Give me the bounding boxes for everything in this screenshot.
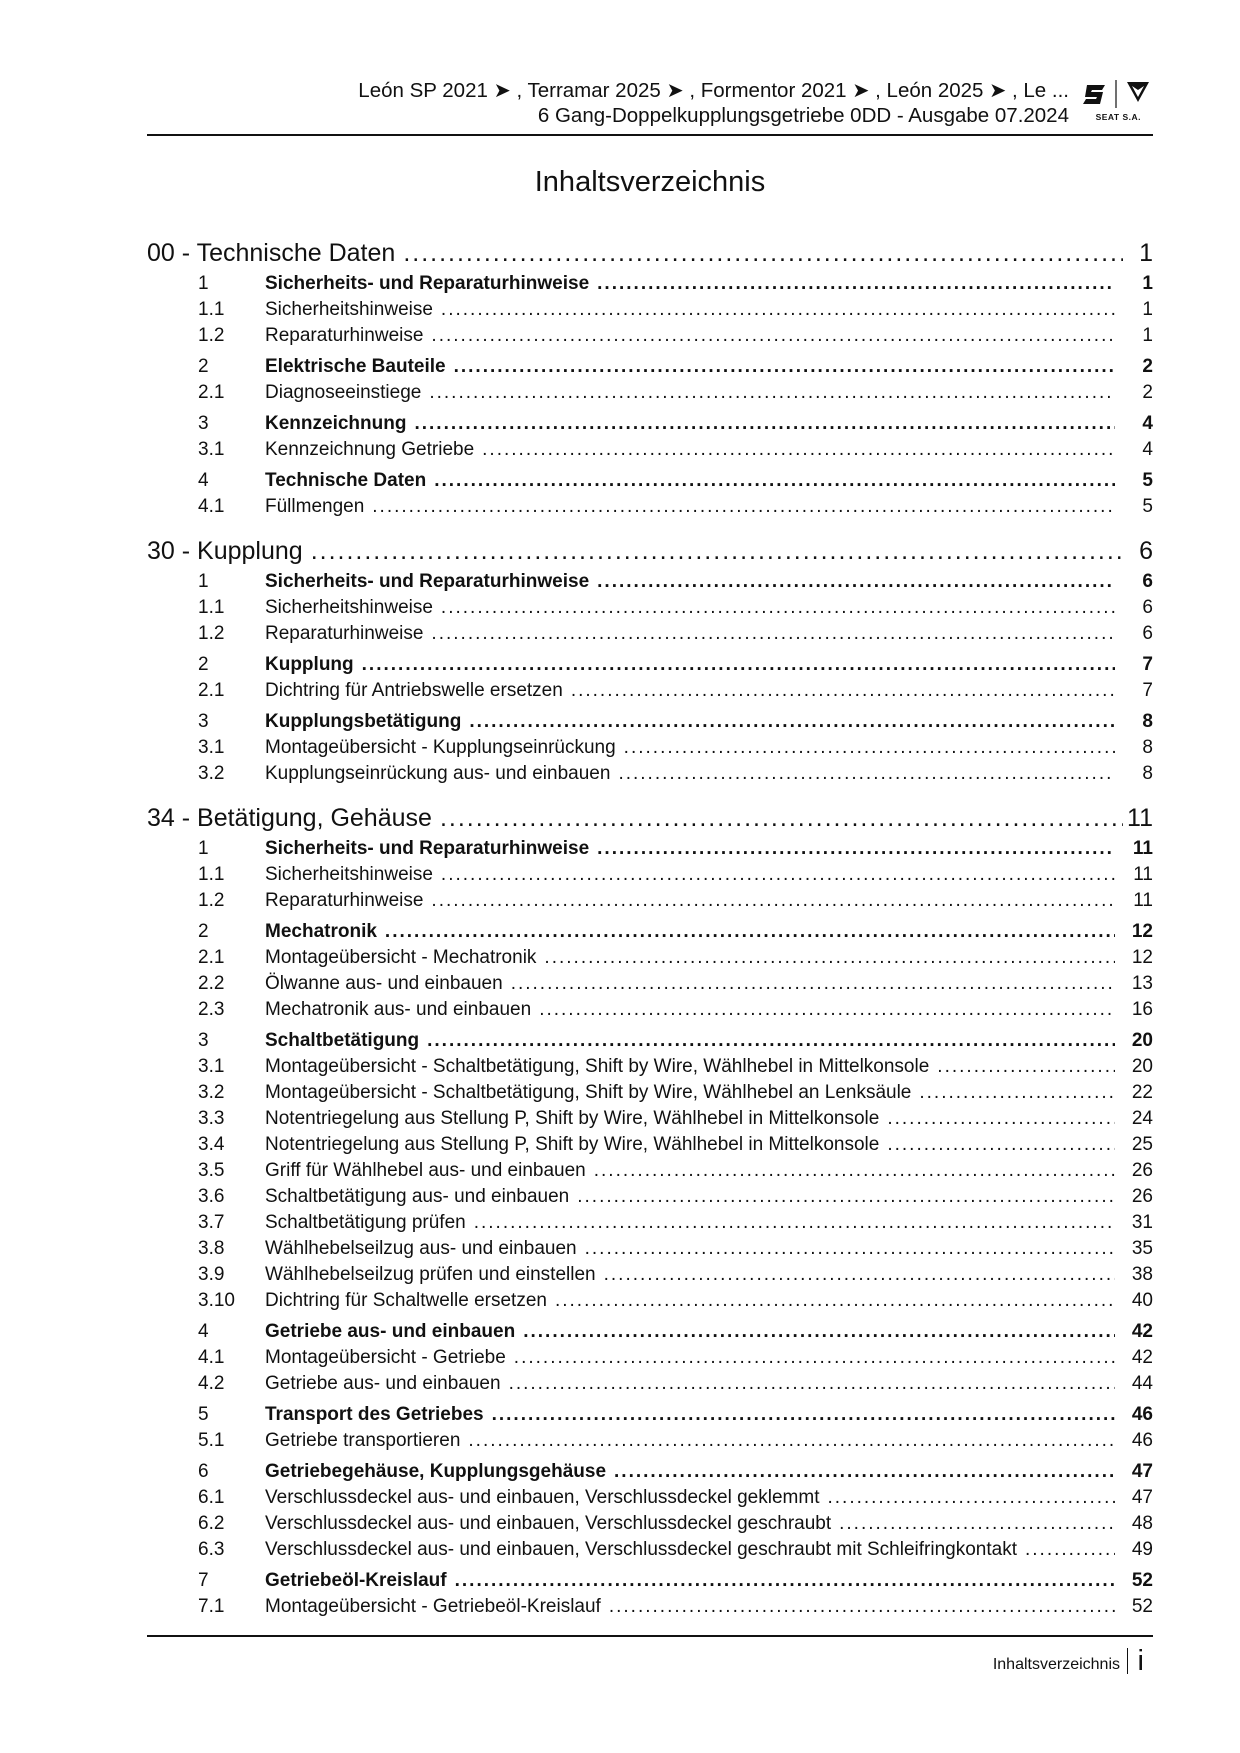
toc-leader-dots (426, 468, 1115, 494)
toc-item-page: 5 (1142, 496, 1153, 517)
toc-section[interactable] (147, 468, 1153, 494)
toc-section-page: 8 (1142, 711, 1153, 732)
toc-section-title: Sicherheits- und Reparaturhinweise (265, 273, 590, 294)
toc-item[interactable] (147, 323, 1153, 349)
toc-section[interactable] (147, 652, 1153, 678)
toc-item-number: 3.4 (198, 1134, 225, 1155)
toc-item-number: 3.8 (198, 1238, 225, 1259)
toc-item-number: 2.2 (198, 973, 225, 994)
toc-item-page: 16 (1131, 999, 1153, 1020)
toc-section[interactable] (147, 569, 1153, 595)
toc-section-number: 2 (198, 654, 209, 675)
toc-item-page: 46 (1131, 1430, 1153, 1451)
toc-leader-dots (819, 1485, 1115, 1511)
toc-item[interactable] (147, 1184, 1153, 1210)
toc-item[interactable] (147, 1262, 1153, 1288)
toc-item-number: 2.1 (198, 680, 225, 701)
toc-item[interactable] (147, 1158, 1153, 1184)
toc-item-number: 2.1 (198, 947, 225, 968)
toc-item-page: 42 (1131, 1347, 1153, 1368)
toc-item-number: 3.10 (198, 1290, 235, 1311)
toc-item-page: 48 (1131, 1513, 1153, 1534)
toc-section-page: 6 (1142, 571, 1153, 592)
page-title: Inhaltsverzeichnis (534, 166, 766, 198)
toc-section[interactable] (147, 919, 1153, 945)
toc-item-page: 11 (1133, 890, 1153, 911)
toc-section-page: 20 (1131, 1030, 1153, 1051)
toc-item-page: 26 (1131, 1160, 1153, 1181)
footer-label: Inhaltsverzeichnis (992, 1656, 1120, 1673)
toc-leader-dots (395, 236, 1123, 271)
toc-item-title: Verschlussdeckel aus- und einbauen, Verschlussdeckel geschraubt mit Schleifringkontakt (265, 1539, 1017, 1560)
toc-item[interactable] (147, 494, 1153, 520)
toc-item-page: 49 (1131, 1539, 1153, 1560)
toc-section-title: Sicherheits- und Reparaturhinweise (265, 571, 590, 592)
toc-section-title: Transport des Getriebes (265, 1404, 484, 1425)
toc-section-page: 2 (1142, 356, 1153, 377)
toc-leader-dots (879, 1106, 1115, 1132)
toc-item-title: Notentriegelung aus Stellung P, Shift by Wire, Wählhebel in Mittelkonsole (265, 1108, 880, 1129)
toc-item-page: 4 (1142, 439, 1153, 460)
toc-item[interactable] (147, 997, 1153, 1023)
toc-section-page: 46 (1131, 1404, 1153, 1425)
toc-section-page: 5 (1142, 470, 1153, 491)
toc-leader-dots (536, 945, 1115, 971)
toc-section-title: Kennzeichnung (265, 413, 407, 434)
toc-item-number: 3.6 (198, 1186, 225, 1207)
toc-item-title: Schaltbetätigung prüfen (265, 1212, 466, 1233)
toc-leader-dots (531, 997, 1115, 1023)
toc-item-title: Dichtring für Antriebswelle ersetzen (265, 680, 563, 701)
toc-item-title: Sicherheitshinweise (265, 299, 433, 320)
toc-chapter-page: 1 (1139, 239, 1153, 267)
toc-item-page: 22 (1131, 1082, 1153, 1103)
toc-leader-dots (406, 411, 1115, 437)
toc-section[interactable] (147, 271, 1153, 297)
toc-section-number: 1 (198, 838, 209, 859)
toc-section-title: Getriebe aus- und einbauen (265, 1321, 516, 1342)
toc-item-title: Verschlussdeckel aus- und einbauen, Verschlussdeckel geklemmt (265, 1487, 820, 1508)
toc-item-title: Ölwanne aus- und einbauen (265, 973, 503, 994)
toc-item[interactable] (147, 595, 1153, 621)
toc-item-title: Diagnoseeinstiege (265, 382, 422, 403)
toc-leader-dots (303, 534, 1123, 569)
toc-section-title: Mechatronik (265, 921, 377, 942)
toc-item[interactable] (147, 761, 1153, 787)
toc-item-title: Reparaturhinweise (265, 890, 424, 911)
toc-section[interactable] (147, 1568, 1153, 1594)
toc-section-number: 2 (198, 921, 209, 942)
toc-item-title: Reparaturhinweise (265, 623, 424, 644)
header-line-1: León SP 2021 ➤ , Terramar 2025 ➤ , Formentor 2021 ➤ , León 2025 ➤ , Le ... (358, 79, 1069, 102)
toc-item-title: Schaltbetätigung aus- und einbauen (265, 1186, 570, 1207)
toc-item[interactable] (147, 1132, 1153, 1158)
toc-item-number: 1.2 (198, 325, 225, 346)
toc-item-page: 31 (1131, 1212, 1153, 1233)
toc-item-title: Montageübersicht - Getriebeöl-Kreislauf (265, 1596, 601, 1617)
toc-item-title: Sicherheitshinweise (265, 864, 433, 885)
toc-item-number: 2.1 (198, 382, 225, 403)
toc-item-page: 11 (1133, 864, 1153, 885)
toc-item-page: 12 (1131, 947, 1153, 968)
toc-item-number: 4.2 (198, 1373, 225, 1394)
toc-item-number: 6.2 (198, 1513, 225, 1534)
toc-item[interactable] (147, 297, 1153, 323)
toc-section-number: 3 (198, 711, 209, 732)
toc-item-page: 44 (1131, 1373, 1153, 1394)
toc-item-page: 13 (1131, 973, 1153, 994)
toc-item[interactable] (147, 1080, 1153, 1106)
toc-item-number: 7.1 (198, 1596, 225, 1617)
toc-item[interactable] (147, 1345, 1153, 1371)
toc-section[interactable] (147, 836, 1153, 862)
toc-leader-dots (423, 888, 1115, 914)
toc-chapter[interactable] (147, 534, 1153, 569)
toc-section-page: 52 (1131, 1570, 1153, 1591)
toc-item-number: 3.3 (198, 1108, 225, 1129)
toc-section-number: 5 (198, 1404, 209, 1425)
toc-item-number: 3.2 (198, 763, 225, 784)
toc-section-title: Schaltbetätigung (265, 1030, 420, 1051)
toc-item-title: Reparaturhinweise (265, 325, 424, 346)
toc-leader-dots (577, 1236, 1115, 1262)
toc-item-page: 6 (1142, 623, 1153, 644)
footer-rule (147, 1635, 1153, 1637)
toc-section[interactable] (147, 1402, 1153, 1428)
toc-leader-dots (610, 761, 1115, 787)
toc-leader-dots (354, 652, 1115, 678)
toc-leader-dots (569, 1184, 1115, 1210)
toc-item[interactable] (147, 1428, 1153, 1454)
toc-item-page: 26 (1131, 1186, 1153, 1207)
toc-item[interactable] (147, 1537, 1153, 1563)
toc-item-number: 4.1 (198, 1347, 225, 1368)
toc-leader-dots (447, 1568, 1115, 1594)
toc-section-title: Getriebegehäuse, Kupplungsgehäuse (265, 1461, 607, 1482)
toc-leader-dots (589, 569, 1115, 595)
toc-item[interactable] (147, 735, 1153, 761)
toc-leader-dots (831, 1511, 1115, 1537)
toc-item-page: 2 (1142, 382, 1153, 403)
toc-section-number: 2 (198, 356, 209, 377)
header-text (358, 78, 1069, 128)
toc-item[interactable] (147, 945, 1153, 971)
toc-item[interactable] (147, 380, 1153, 406)
toc-item-page: 8 (1142, 763, 1153, 784)
toc-chapter-title: 00 - Technische Daten (147, 239, 396, 267)
footer-page-number: i (1137, 1645, 1144, 1677)
toc-item[interactable] (147, 621, 1153, 647)
toc-item[interactable] (147, 862, 1153, 888)
toc-leader-dots (377, 919, 1115, 945)
toc-item[interactable] (147, 437, 1153, 463)
toc-leader-dots (503, 971, 1115, 997)
toc-leader-dots (589, 836, 1115, 862)
toc-chapter-page: 6 (1139, 537, 1153, 565)
toc-item-page: 6 (1142, 597, 1153, 618)
toc-leader-dots (596, 1262, 1115, 1288)
toc-leader-dots (433, 297, 1115, 323)
toc-item-page: 1 (1142, 299, 1153, 320)
toc-section-title: Technische Daten (265, 470, 427, 491)
toc-leader-dots (506, 1345, 1115, 1371)
toc-leader-dots (423, 621, 1115, 647)
toc-item-title: Wählhebelseilzug prüfen und einstellen (265, 1264, 596, 1285)
toc-item-title: Dichtring für Schaltwelle ersetzen (265, 1290, 547, 1311)
toc-item-number: 1.2 (198, 623, 225, 644)
toc-item-number: 1.2 (198, 890, 225, 911)
toc-chapter-page: 11 (1127, 804, 1153, 832)
toc-leader-dots (616, 735, 1115, 761)
toc-item-page: 47 (1131, 1487, 1153, 1508)
toc-section-page: 4 (1142, 413, 1153, 434)
toc-chapter-title: 30 - Kupplung (147, 537, 303, 565)
toc-leader-dots (433, 862, 1115, 888)
toc-item-title: Montageübersicht - Schaltbetätigung, Shift by Wire, Wählhebel an Lenksäule (265, 1082, 912, 1103)
logo-caption: SEAT S.A. (1095, 112, 1141, 122)
toc-item-page: 1 (1142, 325, 1153, 346)
toc-section-page: 47 (1131, 1461, 1153, 1482)
toc-item[interactable] (147, 1594, 1153, 1620)
toc-item-number: 3.1 (198, 439, 225, 460)
toc-section-page: 7 (1142, 654, 1153, 675)
toc-item[interactable] (147, 1106, 1153, 1132)
toc-leader-dots (461, 709, 1115, 735)
toc-leader-dots (586, 1158, 1115, 1184)
toc-leader-dots (433, 595, 1115, 621)
toc-item-page: 7 (1142, 680, 1153, 701)
toc-section-number: 6 (198, 1461, 209, 1482)
toc-item[interactable] (147, 1210, 1153, 1236)
toc-item-title: Notentriegelung aus Stellung P, Shift by Wire, Wählhebel in Mittelkonsole (265, 1134, 880, 1155)
toc-section[interactable] (147, 1459, 1153, 1485)
toc-section-number: 7 (198, 1570, 209, 1591)
toc-leader-dots (501, 1371, 1115, 1397)
toc-item[interactable] (147, 678, 1153, 704)
toc-section-page: 11 (1132, 838, 1153, 859)
toc-item-number: 5.1 (198, 1430, 225, 1451)
toc-section-title: Sicherheits- und Reparaturhinweise (265, 838, 590, 859)
toc-item-title: Montageübersicht - Kupplungseinrückung (265, 737, 616, 758)
header-line-2: 6 Gang-Doppelkupplungsgetriebe 0DD - Ausgabe 07.2024 (537, 104, 1069, 127)
toc-section[interactable] (147, 709, 1153, 735)
toc-item-page: 40 (1131, 1290, 1153, 1311)
toc-item-number: 3.2 (198, 1082, 225, 1103)
toc-item[interactable] (147, 1236, 1153, 1262)
toc-leader-dots (929, 1054, 1115, 1080)
header-rule (147, 134, 1153, 136)
toc-item-title: Füllmengen (265, 496, 365, 517)
toc-item-title: Montageübersicht - Getriebe (265, 1347, 506, 1368)
toc-item-title: Getriebe aus- und einbauen (265, 1373, 501, 1394)
toc-leader-dots (879, 1132, 1115, 1158)
footer-separator (1127, 1648, 1128, 1674)
toc-item-number: 3.1 (198, 1056, 225, 1077)
toc-item-number: 4.1 (198, 496, 225, 517)
toc-item[interactable] (147, 1288, 1153, 1314)
toc-section-title: Kupplungsbetätigung (265, 711, 462, 732)
toc-leader-dots (421, 380, 1115, 406)
toc-item-number: 1.1 (198, 864, 225, 885)
toc-leader-dots (474, 437, 1115, 463)
toc-section-number: 3 (198, 413, 209, 434)
toc-item-number: 3.5 (198, 1160, 225, 1181)
toc-item-page: 8 (1142, 737, 1153, 758)
toc-leader-dots (466, 1210, 1115, 1236)
toc-leader-dots (515, 1319, 1115, 1345)
toc-item[interactable] (147, 1485, 1153, 1511)
toc-item-page: 38 (1131, 1264, 1153, 1285)
toc-item-title: Montageübersicht - Schaltbetätigung, Shift by Wire, Wählhebel in Mittelkonsole (265, 1056, 930, 1077)
toc-section-number: 3 (198, 1030, 209, 1051)
toc-item-page: 20 (1131, 1056, 1153, 1077)
toc-section-title: Getriebeöl-Kreislauf (265, 1570, 447, 1591)
toc-item-number: 2.3 (198, 999, 225, 1020)
toc-leader-dots (432, 801, 1123, 836)
toc-item-title: Getriebe transportieren (265, 1430, 461, 1451)
toc-item-number: 1.1 (198, 299, 225, 320)
table-of-contents (147, 236, 1153, 1620)
toc-item-title: Mechatronik aus- und einbauen (265, 999, 532, 1020)
toc-item-number: 3.1 (198, 737, 225, 758)
toc-section-number: 1 (198, 571, 209, 592)
toc-leader-dots (601, 1594, 1115, 1620)
toc-item-title: Griff für Wählhebel aus- und einbauen (265, 1160, 586, 1181)
toc-leader-dots (589, 271, 1115, 297)
toc-item-number: 3.9 (198, 1264, 225, 1285)
toc-item[interactable] (147, 971, 1153, 997)
toc-leader-dots (364, 494, 1115, 520)
toc-leader-dots (484, 1402, 1115, 1428)
toc-section-page: 42 (1131, 1321, 1153, 1342)
toc-section-number: 1 (198, 273, 209, 294)
toc-item-page: 35 (1131, 1238, 1153, 1259)
toc-leader-dots (911, 1080, 1115, 1106)
toc-item-page: 24 (1131, 1108, 1153, 1129)
toc-leader-dots (446, 354, 1115, 380)
toc-leader-dots (547, 1288, 1115, 1314)
page-header (147, 78, 1153, 134)
seat-logo-icon (1081, 78, 1153, 112)
toc-item-number: 6.1 (198, 1487, 225, 1508)
toc-item-title: Montageübersicht - Mechatronik (265, 947, 537, 968)
toc-section-number: 4 (198, 1321, 209, 1342)
toc-item-title: Sicherheitshinweise (265, 597, 433, 618)
toc-item-number: 3.7 (198, 1212, 225, 1233)
toc-item-title: Kennzeichnung Getriebe (265, 439, 475, 460)
toc-item-number: 1.1 (198, 597, 225, 618)
toc-item[interactable] (147, 1511, 1153, 1537)
toc-leader-dots (1017, 1537, 1115, 1563)
toc-chapter[interactable] (147, 801, 1153, 836)
toc-section-title: Elektrische Bauteile (265, 356, 446, 377)
toc-item[interactable] (147, 1054, 1153, 1080)
toc-section[interactable] (147, 1319, 1153, 1345)
toc-item-title: Verschlussdeckel aus- und einbauen, Verschlussdeckel geschraubt (265, 1513, 832, 1534)
toc-section-number: 4 (198, 470, 209, 491)
toc-item[interactable] (147, 1371, 1153, 1397)
toc-section[interactable] (147, 354, 1153, 380)
toc-leader-dots (606, 1459, 1115, 1485)
toc-item-page: 52 (1131, 1596, 1153, 1617)
toc-chapter-title: 34 - Betätigung, Gehäuse (147, 804, 432, 832)
toc-leader-dots (423, 323, 1115, 349)
toc-section[interactable] (147, 411, 1153, 437)
toc-section-page: 1 (1142, 273, 1153, 294)
toc-item[interactable] (147, 888, 1153, 914)
toc-section[interactable] (147, 1028, 1153, 1054)
toc-section-title: Kupplung (265, 654, 354, 675)
toc-item-title: Kupplungseinrückung aus- und einbauen (265, 763, 611, 784)
toc-chapter[interactable] (147, 236, 1153, 271)
toc-item-title: Wählhebelseilzug aus- und einbauen (265, 1238, 577, 1259)
toc-leader-dots (563, 678, 1115, 704)
toc-item-number: 6.3 (198, 1539, 225, 1560)
toc-section-page: 12 (1131, 921, 1153, 942)
toc-item-page: 25 (1131, 1134, 1153, 1155)
seat-logo (1081, 78, 1153, 128)
toc-leader-dots (460, 1428, 1115, 1454)
toc-leader-dots (419, 1028, 1115, 1054)
